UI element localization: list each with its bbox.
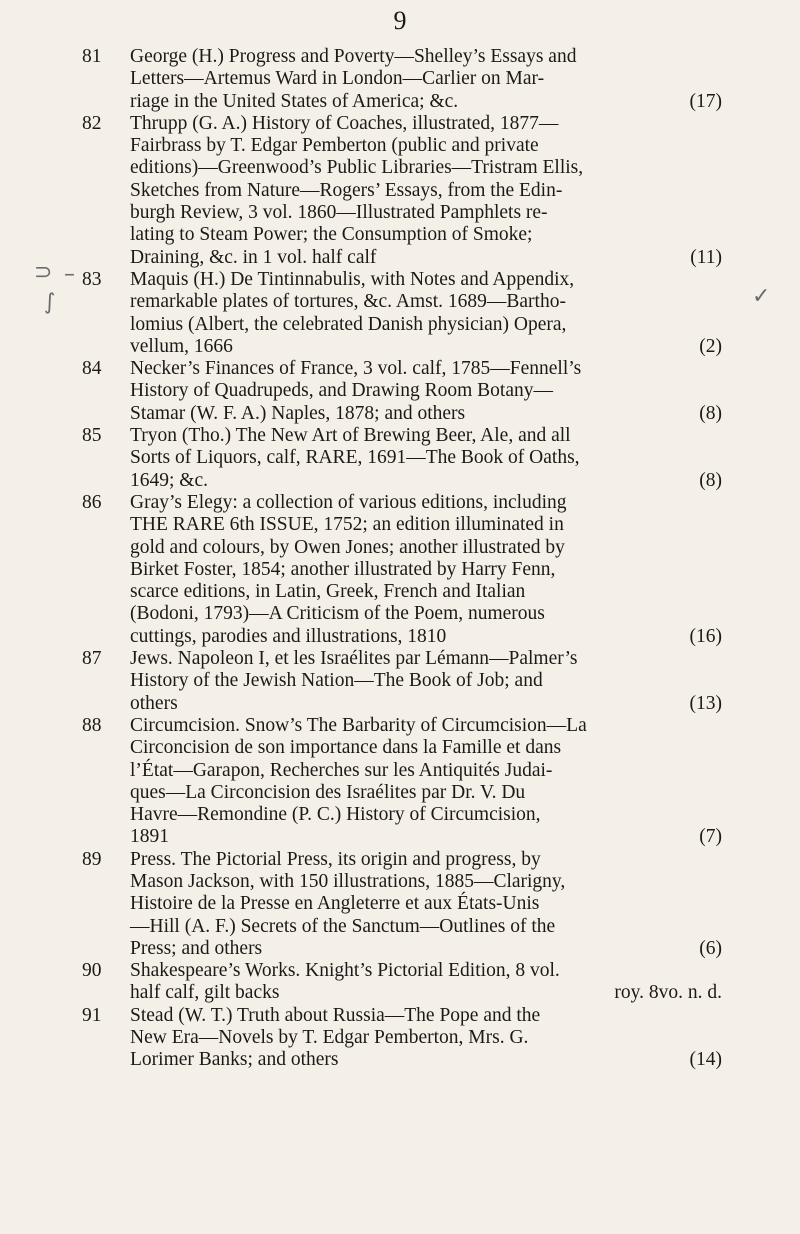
catalogue-entry [82,46,722,113]
catalogue-entry [82,849,722,960]
lot-count: (7) [699,826,722,848]
lot-number: 82 [82,112,102,134]
entry-line: Necker’s Finances of France, 3 vol. calf, 1785—Fennell’s [130,358,582,380]
pencil-margin-mark: ⊃ [34,260,53,285]
entry-line: Havre—Remondine (P. C.) History of Circumcision, [130,804,541,826]
entry-line: Tryon (Tho.) The New Art of Brewing Beer, Ale, and all [130,425,571,447]
catalogue-entries [82,46,722,1072]
entry-line: Thrupp (G. A.) History of Coaches, illustrated, 1877— [130,112,559,134]
entry-line: (Bodoni, 1793)—A Criticism of the Poem, numerous [130,603,545,625]
entry-line: Circoncision de son importance dans la Famille et dans [130,737,562,759]
entry-line: cuttings, parodies and illustrations, 1810 [130,625,447,647]
lot-number: 91 [82,1004,102,1026]
catalogue-entry [82,715,722,849]
entry-line: vellum, 1666 [130,335,233,357]
entry-line: riage in the United States of America; &c. [130,90,459,112]
catalogue-entry [82,358,722,425]
entry-line: burgh Review, 3 vol. 1860—Illustrated Pamphlets re- [130,202,548,224]
lot-count: roy. 8vo. n. d. [614,982,722,1004]
entry-line: lating to Steam Power; the Consumption of Smoke; [130,224,533,246]
entry-line: Maquis (H.) De Tintinnabulis, with Notes and Appendix, [130,268,575,290]
entry-line: l’État—Garapon, Recherches sur les Antiquités Judai- [130,759,553,781]
lot-number: 81 [82,46,102,67]
page-number: 9 [393,6,407,35]
pencil-tick-mark: ✓ [752,284,771,309]
entry-line: gold and colours, by Owen Jones; another illustrated by [130,536,565,558]
entry-line: Draining, &c. in 1 vol. half calf [130,246,377,268]
catalogue-entry [82,425,722,492]
entry-line: 1649; &c. [130,469,208,491]
entry-line: History of Quadrupeds, and Drawing Room Botany— [130,380,553,402]
entry-line: Gray’s Elegy: a collection of various editions, including [130,491,567,513]
entry-line: Fairbrass by T. Edgar Pemberton (public and private [130,135,539,157]
entry-line: Jews. Napoleon I, et les Israélites par Lémann—Palmer’s [130,648,578,670]
lot-number: 86 [82,491,102,513]
entry-line: editions)—Greenwood’s Public Libraries—Tristram Ellis, [130,157,584,179]
lot-count: (8) [699,402,722,424]
entry-line: Birket Foster, 1854; another illustrated by Harry Fenn, [130,558,556,580]
lot-number: 83 [82,268,102,290]
entry-line: THE RARE 6th ISSUE, 1752; an edition illuminated in [130,514,564,536]
lot-count: (16) [689,625,722,647]
catalogue-entry [82,269,722,358]
entry-line: Shakespeare’s Works. Knight’s Pictorial Edition, 8 vol. [130,960,560,982]
entry-line: New Era—Novels by T. Edgar Pemberton, Mrs. G. [130,1027,529,1049]
catalogue-entry [82,492,722,648]
catalogue-entry [82,113,722,269]
lot-number: 88 [82,714,102,736]
entry-line: Mason Jackson, with 150 illustrations, 1885—Clarigny, [130,870,566,892]
lot-count: (17) [689,90,722,112]
lot-number: 90 [82,960,102,982]
entry-line: Press; and others [130,937,263,959]
lot-count: (6) [699,937,722,959]
entry-line: half calf, gilt backs [130,982,280,1004]
entry-line: scarce editions, in Latin, Greek, French and Italian [130,581,526,603]
entry-line: —Hill (A. F.) Secrets of the Sanctum—Outlines of the [130,915,556,937]
entry-line: remarkable plates of tortures, &c. Amst. 1689—Bartho- [130,291,566,313]
lot-count: (13) [689,692,722,714]
lot-number: 85 [82,425,102,447]
lot-count: (11) [690,246,722,268]
entry-line: Stead (W. T.) Truth about Russia—The Pope and the [130,1004,541,1026]
entry-line: ques—La Circoncision des Israélites par Dr. V. Du [130,781,526,803]
catalogue-entry [82,1005,722,1072]
lot-count: (2) [699,335,722,357]
catalogue-entry [82,960,722,1005]
entry-line: Sorts of Liquors, calf, RARE, 1691—The Book of Oaths, [130,447,580,469]
pencil-margin-mark: ∫ [44,290,56,315]
entry-line: Letters—Artemus Ward in London—Carlier on Mar- [130,68,545,90]
entry-line: others [130,692,178,714]
entry-line: 1891 [130,826,169,848]
lot-count: (8) [699,469,722,491]
entry-line: George (H.) Progress and Poverty—Shelley’s Essays and [130,46,577,67]
lot-count: (14) [689,1049,722,1071]
entry-line: History of the Jewish Nation—The Book of Job; and [130,670,543,692]
entry-line: Circumcision. Snow’s The Barbarity of Circumcision—La [130,714,587,736]
lot-number: 89 [82,848,102,870]
entry-line: lomius (Albert, the celebrated Danish physician) Opera, [130,313,567,335]
entry-line: Stamar (W. F. A.) Naples, 1878; and others [130,402,466,424]
lot-number: 84 [82,358,102,380]
entry-line: Histoire de la Presse en Angleterre et aux États-Unis [130,893,540,915]
entry-line: Press. The Pictorial Press, its origin and progress, by [130,848,541,870]
entry-line: Lorimer Banks; and others [130,1049,339,1071]
catalogue-entry [82,648,722,715]
pencil-margin-mark: – [64,262,75,287]
entry-line: Sketches from Nature—Rogers’ Essays, from the Edin- [130,179,563,201]
lot-number: 87 [82,648,102,670]
